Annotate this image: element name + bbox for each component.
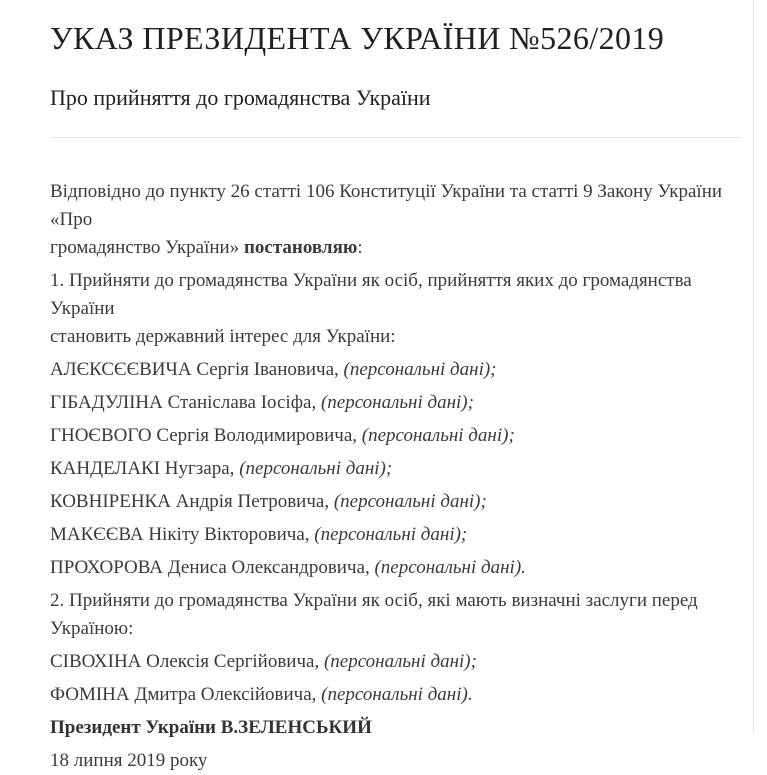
intro-line2: громадянство України» xyxy=(50,237,244,258)
citizen-entry xyxy=(50,521,741,549)
page-title: УКАЗ ПРЕЗИДЕНТА УКРАЇНИ №526/2019 xyxy=(50,20,665,56)
personal-data-note: (персональні дані). xyxy=(374,557,526,578)
citizen-name: ГНОЄВОГО Сергія Володимировича, xyxy=(50,425,358,446)
citizen-name: КОВНІРЕНКА Андрія Петровича, xyxy=(50,491,330,512)
item1-line2: становить державний інтерес для України: xyxy=(50,326,396,347)
citizen-entry xyxy=(50,488,741,516)
decree-item-2 xyxy=(50,587,741,643)
citizen-name: СІВОХІНА Олексія Сергійовича, xyxy=(50,651,320,672)
citizen-entry xyxy=(50,356,741,384)
intro-bold-word: постановляю xyxy=(243,237,358,258)
personal-data-note: (персональні дані). xyxy=(321,684,473,705)
citizen-name: ФОМІНА Дмитра Олексійовича, xyxy=(50,684,317,705)
doc-body xyxy=(50,178,741,775)
citizen-name: ПРОХОРОВА Дениса Олександровича, xyxy=(50,557,370,578)
citizen-entry xyxy=(50,554,741,582)
personal-data-note: (персональні дані); xyxy=(361,425,515,446)
intro-line1: Відповідно до пункту 26 статті 106 Конституції України та статті 9 Закону України «Про xyxy=(50,181,723,230)
personal-data-note: (персональні дані); xyxy=(320,392,474,413)
intro-colon: : xyxy=(357,237,363,258)
citizen-entry xyxy=(50,455,741,483)
item2-line1: 2. Прийняти до громадянства України як осіб, які мають визначні заслуги перед xyxy=(50,590,698,611)
item1-line1: 1. Прийняти до громадянства України як осіб, прийняття яких до громадянства України xyxy=(50,270,692,319)
citizen-entry xyxy=(50,389,741,417)
citizen-entry xyxy=(50,648,741,676)
signature-line: Президент України В.ЗЕЛЕНСЬКИЙ xyxy=(50,717,372,738)
personal-data-note: (персональні дані); xyxy=(343,359,497,380)
citizen-name: КАНДЕЛАКІ Нугзара, xyxy=(50,458,235,479)
doc-subtitle: Про прийняття до громадянства України xyxy=(50,85,431,110)
citizen-name: МАКЄЄВА Нікіту Вікторовича, xyxy=(50,524,310,545)
citizen-entry xyxy=(50,422,741,450)
personal-data-note: (персональні дані); xyxy=(314,524,468,545)
divider xyxy=(50,137,741,138)
citizen-entry xyxy=(50,681,741,709)
personal-data-note: (персональні дані); xyxy=(239,458,393,479)
personal-data-note: (персональні дані); xyxy=(323,651,477,672)
citizen-name: АЛЄКСЄЄВИЧА Сергія Івановича, xyxy=(50,359,339,380)
citizen-name: ГІБАДУЛІНА Станіслава Іосіфа, xyxy=(50,392,317,413)
item2-line2: Україною: xyxy=(50,618,134,639)
date-line: 18 липня 2019 року xyxy=(50,750,208,771)
decree-item-1 xyxy=(50,267,741,351)
personal-data-note: (персональні дані); xyxy=(333,491,487,512)
intro-paragraph xyxy=(50,178,741,262)
